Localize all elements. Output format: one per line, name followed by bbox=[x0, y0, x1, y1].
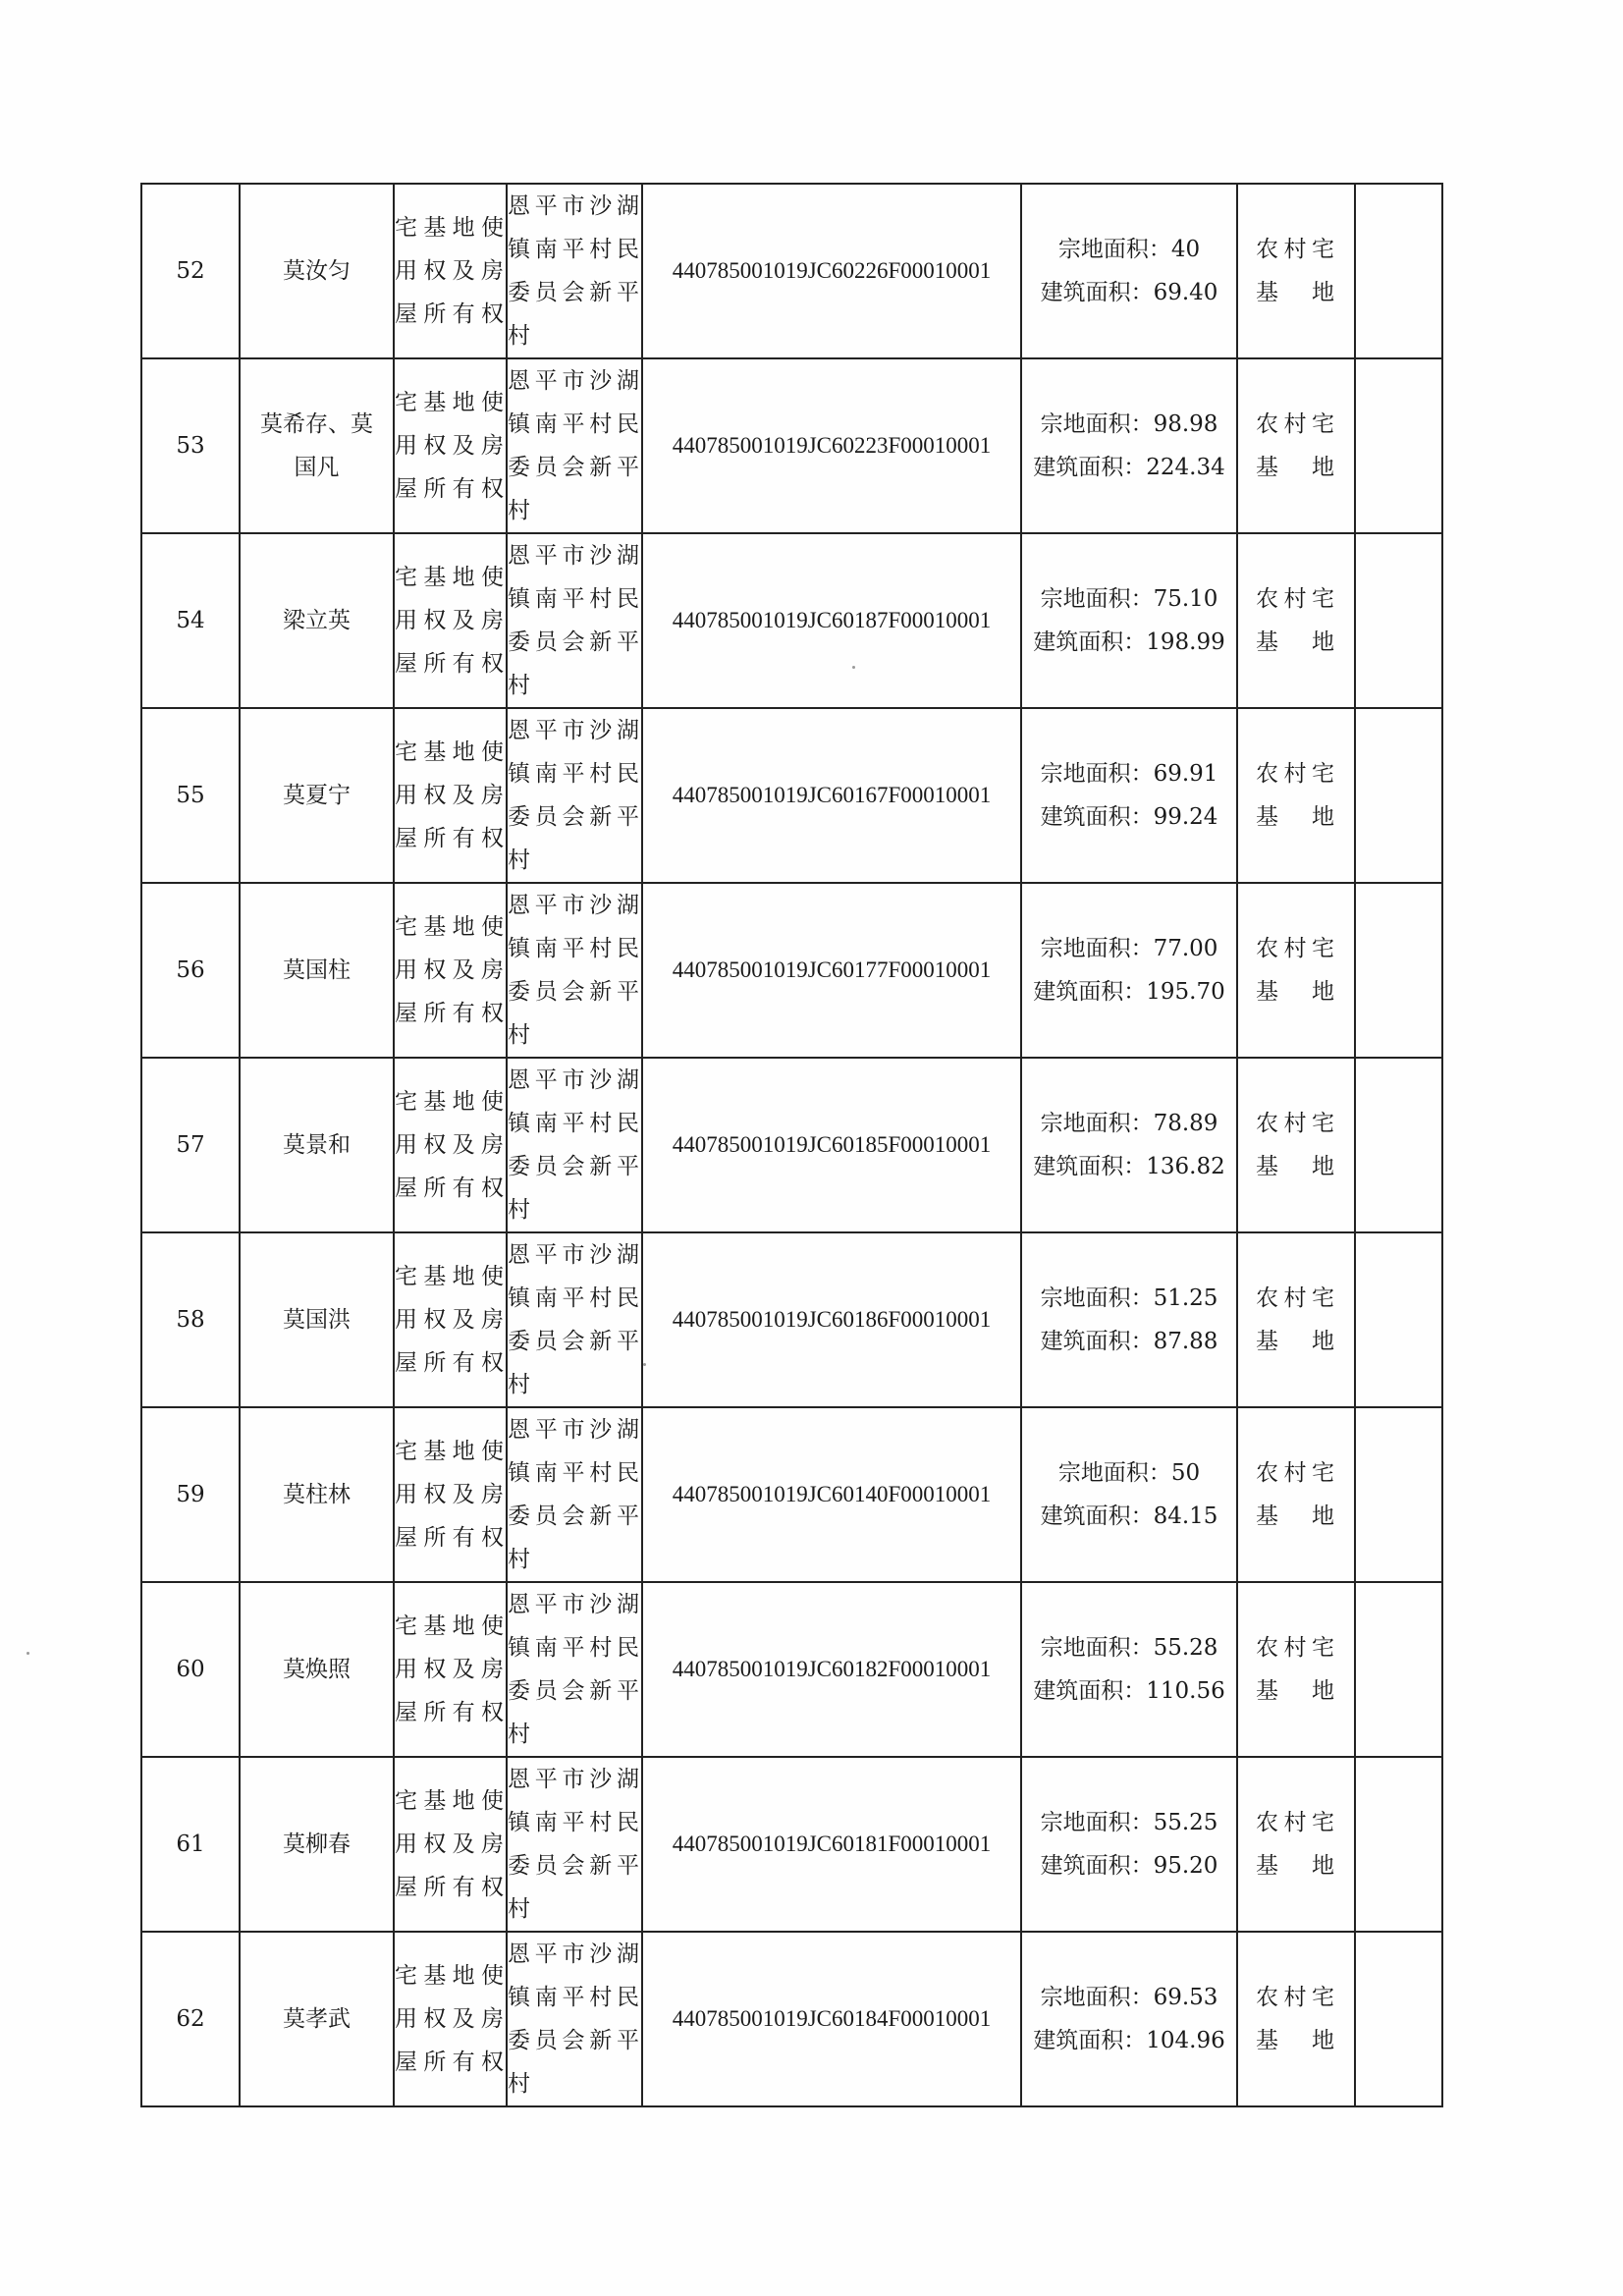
location: 恩平市沙湖镇南平村民委员会新平村 bbox=[508, 368, 641, 523]
remark-cell bbox=[1355, 708, 1442, 883]
table-row bbox=[141, 1582, 1442, 1757]
location-cell bbox=[507, 184, 642, 358]
land-use-cell bbox=[1237, 708, 1355, 883]
owner-name: 莫柱林 bbox=[283, 1482, 351, 1507]
location-cell bbox=[507, 1932, 642, 2106]
table-body bbox=[141, 184, 1442, 2106]
right-type-cell bbox=[394, 1932, 507, 2106]
land-area: 宗地面积：50 bbox=[1057, 1460, 1201, 1486]
location-cell bbox=[507, 1232, 642, 1407]
owner-name-cell bbox=[240, 1932, 394, 2106]
owner-name-cell bbox=[240, 1582, 394, 1757]
unit-code-cell bbox=[642, 1582, 1021, 1757]
building-area: 建筑面积：84.15 bbox=[1040, 1503, 1218, 1529]
right-type: 宅基地使用权及房屋所有权 bbox=[395, 565, 506, 677]
land-use: 农村宅基地 bbox=[1256, 761, 1336, 830]
remark-cell bbox=[1355, 1058, 1442, 1232]
location-cell bbox=[507, 883, 642, 1058]
land-use-cell bbox=[1237, 1757, 1355, 1932]
right-type: 宅基地使用权及房屋所有权 bbox=[395, 1264, 506, 1376]
location: 恩平市沙湖镇南平村民委员会新平村 bbox=[508, 1592, 641, 1747]
land-use-cell bbox=[1237, 883, 1355, 1058]
area-cell bbox=[1021, 358, 1237, 533]
row-number-cell bbox=[141, 533, 240, 708]
land-area: 宗地面积：77.00 bbox=[1040, 936, 1218, 961]
unit-code: 440785001019JC60177F00010001 bbox=[672, 957, 992, 982]
land-use: 农村宅基地 bbox=[1256, 936, 1336, 1005]
owner-name: 莫景和 bbox=[283, 1132, 351, 1158]
owner-name-cell bbox=[240, 533, 394, 708]
land-use: 农村宅基地 bbox=[1256, 411, 1336, 480]
row-number-cell bbox=[141, 708, 240, 883]
table-row bbox=[141, 1757, 1442, 1932]
remark-cell bbox=[1355, 883, 1442, 1058]
land-use: 农村宅基地 bbox=[1256, 1810, 1336, 1879]
table-row bbox=[141, 1058, 1442, 1232]
row-number: 53 bbox=[176, 433, 205, 459]
unit-code-cell bbox=[642, 358, 1021, 533]
unit-code: 440785001019JC60187F00010001 bbox=[672, 608, 992, 632]
remark-cell bbox=[1355, 1582, 1442, 1757]
unit-code: 440785001019JC60140F00010001 bbox=[672, 1482, 992, 1506]
unit-code: 440785001019JC60181F00010001 bbox=[672, 1831, 992, 1856]
unit-code: 440785001019JC60185F00010001 bbox=[672, 1132, 992, 1157]
area-cell bbox=[1021, 883, 1237, 1058]
land-use-cell bbox=[1237, 1932, 1355, 2106]
location-cell bbox=[507, 1582, 642, 1757]
location-cell bbox=[507, 1757, 642, 1932]
row-number-cell bbox=[141, 1757, 240, 1932]
right-type-cell bbox=[394, 1757, 507, 1932]
remark-cell bbox=[1355, 184, 1442, 358]
unit-code-cell bbox=[642, 533, 1021, 708]
right-type-cell bbox=[394, 184, 507, 358]
row-number: 58 bbox=[176, 1307, 205, 1333]
land-use-cell bbox=[1237, 358, 1355, 533]
row-number-cell bbox=[141, 358, 240, 533]
location-cell bbox=[507, 358, 642, 533]
area-cell bbox=[1021, 533, 1237, 708]
unit-code: 440785001019JC60167F00010001 bbox=[672, 783, 992, 807]
row-number: 54 bbox=[176, 608, 205, 633]
unit-code: 440785001019JC60184F00010001 bbox=[672, 2006, 992, 2031]
land-use-cell bbox=[1237, 184, 1355, 358]
row-number: 60 bbox=[176, 1657, 205, 1682]
remark-cell bbox=[1355, 1757, 1442, 1932]
land-area: 宗地面积：69.91 bbox=[1040, 761, 1218, 787]
right-type: 宅基地使用权及房屋所有权 bbox=[395, 1613, 506, 1725]
owner-name-cell bbox=[240, 1058, 394, 1232]
location-cell bbox=[507, 533, 642, 708]
owner-name-cell bbox=[240, 1757, 394, 1932]
land-use: 农村宅基地 bbox=[1256, 586, 1336, 655]
location: 恩平市沙湖镇南平村民委员会新平村 bbox=[508, 1767, 641, 1922]
building-area: 建筑面积：69.40 bbox=[1040, 280, 1218, 305]
land-area: 宗地面积：40 bbox=[1057, 237, 1201, 262]
land-use-cell bbox=[1237, 1582, 1355, 1757]
location: 恩平市沙湖镇南平村民委员会新平村 bbox=[508, 543, 641, 698]
land-use-cell bbox=[1237, 1407, 1355, 1582]
building-area: 建筑面积：224.34 bbox=[1033, 455, 1225, 480]
remark-cell bbox=[1355, 358, 1442, 533]
table-row bbox=[141, 1232, 1442, 1407]
row-number-cell bbox=[141, 184, 240, 358]
right-type: 宅基地使用权及房屋所有权 bbox=[395, 1963, 506, 2075]
owner-name: 莫焕照 bbox=[283, 1657, 351, 1682]
land-area: 宗地面积：98.98 bbox=[1040, 411, 1218, 437]
row-number: 59 bbox=[176, 1482, 205, 1507]
table-row bbox=[141, 708, 1442, 883]
location-cell bbox=[507, 1407, 642, 1582]
row-number-cell bbox=[141, 1232, 240, 1407]
right-type-cell bbox=[394, 1407, 507, 1582]
owner-name-cell bbox=[240, 883, 394, 1058]
land-area: 宗地面积：55.25 bbox=[1040, 1810, 1218, 1835]
table-row bbox=[141, 184, 1442, 358]
owner-name-cell bbox=[240, 1407, 394, 1582]
location: 恩平市沙湖镇南平村民委员会新平村 bbox=[508, 193, 641, 349]
unit-code: 440785001019JC60223F00010001 bbox=[672, 433, 992, 458]
owner-name: 莫柳春 bbox=[283, 1831, 351, 1857]
unit-code: 440785001019JC60226F00010001 bbox=[672, 258, 992, 283]
row-number: 62 bbox=[176, 2006, 205, 2032]
building-area: 建筑面积：99.24 bbox=[1040, 804, 1218, 830]
remark-cell bbox=[1355, 1932, 1442, 2106]
land-area: 宗地面积：78.89 bbox=[1040, 1111, 1218, 1136]
row-number-cell bbox=[141, 883, 240, 1058]
right-type-cell bbox=[394, 708, 507, 883]
property-rights-table bbox=[140, 183, 1443, 2107]
right-type-cell bbox=[394, 1582, 507, 1757]
row-number: 61 bbox=[176, 1831, 205, 1857]
area-cell bbox=[1021, 708, 1237, 883]
building-area: 建筑面积：110.56 bbox=[1033, 1678, 1225, 1704]
land-area: 宗地面积：75.10 bbox=[1040, 586, 1218, 612]
location: 恩平市沙湖镇南平村民委员会新平村 bbox=[508, 1242, 641, 1397]
table-row bbox=[141, 883, 1442, 1058]
row-number: 55 bbox=[176, 783, 205, 808]
scan-speck bbox=[643, 1363, 646, 1366]
land-use: 农村宅基地 bbox=[1256, 1285, 1336, 1354]
land-use-cell bbox=[1237, 1232, 1355, 1407]
building-area: 建筑面积：104.96 bbox=[1033, 2028, 1225, 2053]
land-use: 农村宅基地 bbox=[1256, 237, 1336, 305]
remark-cell bbox=[1355, 1232, 1442, 1407]
land-area: 宗地面积：51.25 bbox=[1040, 1285, 1218, 1311]
owner-name: 莫夏宁 bbox=[283, 783, 351, 808]
right-type: 宅基地使用权及房屋所有权 bbox=[395, 1089, 506, 1201]
area-cell bbox=[1021, 1582, 1237, 1757]
right-type: 宅基地使用权及房屋所有权 bbox=[395, 1439, 506, 1551]
owner-name-cell bbox=[240, 184, 394, 358]
area-cell bbox=[1021, 1058, 1237, 1232]
location-cell bbox=[507, 1058, 642, 1232]
right-type-cell bbox=[394, 533, 507, 708]
area-cell bbox=[1021, 1232, 1237, 1407]
remark-cell bbox=[1355, 1407, 1442, 1582]
unit-code-cell bbox=[642, 1058, 1021, 1232]
owner-name: 莫国柱 bbox=[283, 957, 351, 983]
row-number: 56 bbox=[176, 957, 205, 983]
land-use-cell bbox=[1237, 1058, 1355, 1232]
row-number-cell bbox=[141, 1407, 240, 1582]
unit-code-cell bbox=[642, 1232, 1021, 1407]
right-type: 宅基地使用权及房屋所有权 bbox=[395, 914, 506, 1026]
land-use: 农村宅基地 bbox=[1256, 1111, 1336, 1179]
unit-code: 440785001019JC60182F00010001 bbox=[672, 1657, 992, 1681]
unit-code-cell bbox=[642, 883, 1021, 1058]
area-cell bbox=[1021, 1407, 1237, 1582]
table-row bbox=[141, 358, 1442, 533]
right-type: 宅基地使用权及房屋所有权 bbox=[395, 390, 506, 502]
owner-name: 莫国洪 bbox=[283, 1307, 351, 1333]
owner-name-cell bbox=[240, 358, 394, 533]
location: 恩平市沙湖镇南平村民委员会新平村 bbox=[508, 1417, 641, 1572]
owner-name-cell bbox=[240, 1232, 394, 1407]
owner-name: 莫希存、莫国凡 bbox=[260, 411, 373, 480]
table-row bbox=[141, 1932, 1442, 2106]
right-type-cell bbox=[394, 1232, 507, 1407]
remark-cell bbox=[1355, 533, 1442, 708]
owner-name: 梁立英 bbox=[283, 608, 351, 633]
row-number: 52 bbox=[176, 258, 205, 284]
location: 恩平市沙湖镇南平村民委员会新平村 bbox=[508, 718, 641, 873]
row-number-cell bbox=[141, 1058, 240, 1232]
table-row bbox=[141, 1407, 1442, 1582]
location: 恩平市沙湖镇南平村民委员会新平村 bbox=[508, 1941, 641, 2097]
right-type-cell bbox=[394, 883, 507, 1058]
owner-name: 莫孝武 bbox=[283, 2006, 351, 2032]
owner-name: 莫汝匀 bbox=[283, 258, 351, 284]
scan-speck bbox=[852, 666, 855, 669]
right-type: 宅基地使用权及房屋所有权 bbox=[395, 1788, 506, 1900]
scan-speck bbox=[27, 1652, 29, 1655]
land-use: 农村宅基地 bbox=[1256, 1460, 1336, 1529]
unit-code-cell bbox=[642, 1757, 1021, 1932]
building-area: 建筑面积：136.82 bbox=[1033, 1154, 1225, 1179]
land-area: 宗地面积：69.53 bbox=[1040, 1985, 1218, 2010]
building-area: 建筑面积：95.20 bbox=[1040, 1853, 1218, 1879]
right-type-cell bbox=[394, 358, 507, 533]
unit-code-cell bbox=[642, 1407, 1021, 1582]
unit-code-cell bbox=[642, 708, 1021, 883]
unit-code-cell bbox=[642, 184, 1021, 358]
land-area: 宗地面积：55.28 bbox=[1040, 1635, 1218, 1661]
building-area: 建筑面积：87.88 bbox=[1040, 1329, 1218, 1354]
right-type: 宅基地使用权及房屋所有权 bbox=[395, 215, 506, 327]
owner-name-cell bbox=[240, 708, 394, 883]
area-cell bbox=[1021, 1757, 1237, 1932]
unit-code: 440785001019JC60186F00010001 bbox=[672, 1307, 992, 1332]
land-use: 农村宅基地 bbox=[1256, 1635, 1336, 1704]
row-number: 57 bbox=[176, 1132, 205, 1158]
location: 恩平市沙湖镇南平村民委员会新平村 bbox=[508, 1067, 641, 1223]
building-area: 建筑面积：195.70 bbox=[1033, 979, 1225, 1005]
right-type: 宅基地使用权及房屋所有权 bbox=[395, 739, 506, 851]
right-type-cell bbox=[394, 1058, 507, 1232]
building-area: 建筑面积：198.99 bbox=[1033, 629, 1225, 655]
area-cell bbox=[1021, 184, 1237, 358]
row-number-cell bbox=[141, 1932, 240, 2106]
unit-code-cell bbox=[642, 1932, 1021, 2106]
row-number-cell bbox=[141, 1582, 240, 1757]
location: 恩平市沙湖镇南平村民委员会新平村 bbox=[508, 893, 641, 1048]
land-use: 农村宅基地 bbox=[1256, 1985, 1336, 2053]
table-row bbox=[141, 533, 1442, 708]
area-cell bbox=[1021, 1932, 1237, 2106]
land-use-cell bbox=[1237, 533, 1355, 708]
location-cell bbox=[507, 708, 642, 883]
